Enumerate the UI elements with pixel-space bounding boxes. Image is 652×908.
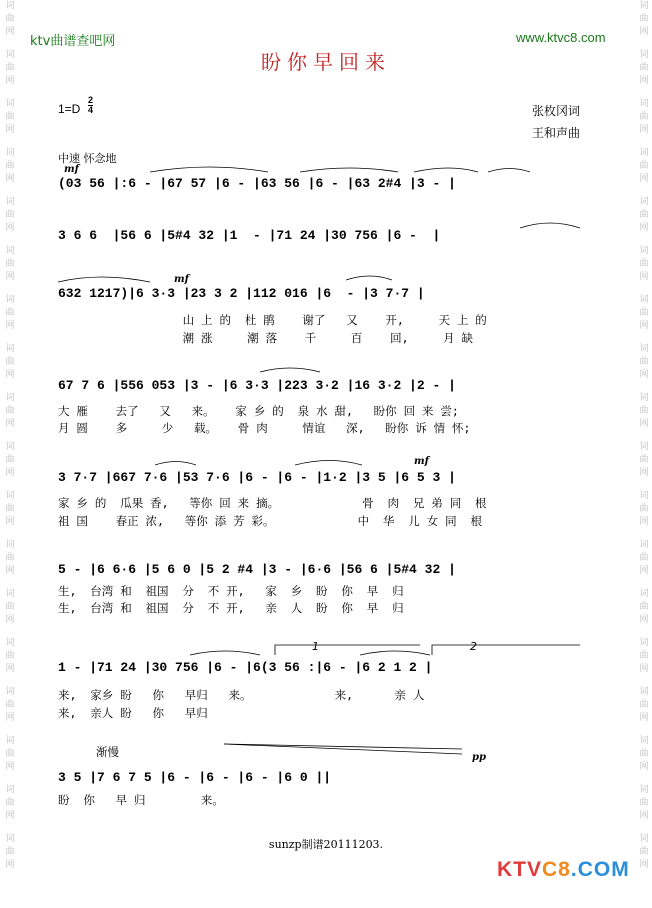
dynamic-mf: mf [414, 456, 429, 467]
lyric-line: 生, 台湾 和 祖国 分 不 开, 家 乡 盼 你 早 归 [58, 584, 404, 598]
notation-line: 3 6 6 |56 6 |5#4 32 |1 - |71 24 |30 756 |6 - | [58, 228, 441, 243]
lyric-line: 生, 台湾 和 祖国 分 不 开, 亲 人 盼 你 早 归 [58, 601, 404, 615]
key-signature: 1=D [58, 102, 81, 116]
notation-line: 1 - |71 24 |30 756 |6 - |6(3 56 :|6 - |6 2 1 2 | [58, 660, 433, 675]
notation-line: 5 - |6 6·6 |5 6 0 |5 2 #4 |3 - |6·6 |56 6 |5#4 32 | [58, 562, 456, 577]
lyricist: 张枚冈词 [532, 104, 581, 118]
lyric-line: 山 上 的 杜 鹃 谢了 又 开, 天 上 的 [58, 313, 487, 327]
logo-part: KTV [497, 858, 542, 881]
tempo-marking: 中速 怀念地 [58, 152, 117, 165]
lyric-line: 盼 你 早 归 来。 [58, 793, 224, 807]
notation-line: 3 7·7 |667 7·6 |53 7·6 |6 - |6 - |1·2 |3 5 |6 5 3 | [58, 470, 456, 485]
transcriber-credit: sunzp制谱20111203. [268, 838, 384, 851]
volta-1: 1 [312, 640, 319, 653]
expression-marking: 渐慢 [96, 745, 119, 759]
time-signature-top: 2 [88, 95, 94, 105]
volta-2: 2 [470, 640, 477, 653]
site-logo[interactable] [497, 858, 630, 882]
lyric-line: 潮 涨 潮 落 千 百 回, 月 缺 [58, 331, 474, 345]
time-signature-bottom: 4 [88, 105, 94, 115]
notation-line: (03 56 |:6 - |67 57 |6 - |63 56 |6 - |63 2#4 |3 - | [58, 176, 456, 191]
site-name[interactable]: ktv曲谱查吧网 [30, 34, 116, 49]
right-watermark: 词 曲 网 词 曲 网 词 曲 网 词 曲 网 词 曲 网 词 曲 网 词 曲 网 词 曲 网 词 曲 网 词 曲 网 词 曲 网 词 曲 网 词 曲 网 词 曲 网 词 曲 网 词 曲 网 词 曲 网 词 曲 网 [639, 1, 649, 870]
lyric-line: 家 乡 的 瓜果 香, 等你 回 来 摘。 骨 肉 兄 弟 同 根 [58, 496, 487, 510]
lyric-line: 来, 亲人 盼 你 早归 [58, 706, 208, 720]
left-watermark: 词 曲 网 词 曲 网 词 曲 网 词 曲 网 词 曲 网 词 曲 网 词 曲 网 词 曲 网 词 曲 网 词 曲 网 词 曲 网 词 曲 网 词 曲 网 词 曲 网 词 曲 网 词 曲 网 词 曲 网 词 曲 网 [5, 1, 15, 870]
lyric-line: 大 雁 去了 又 来。 家 乡 的 泉 水 甜, 盼你 回 来 尝; [58, 404, 459, 418]
notation-line: 67 7 6 |556 053 |3 - |6 3·3 |223 3·2 |16 3·2 |2 - | [58, 378, 456, 393]
dynamic-mf: mf [64, 164, 79, 175]
composer: 王和声曲 [532, 126, 581, 140]
dynamic-pp: pp [472, 752, 486, 763]
lyric-line: 来, 家乡 盼 你 早归 来。 来, 亲 人 [58, 688, 425, 702]
notation-line: 632 1217)|6 3·3 |23 3 2 |112 016 |6 - |3 7·7 | [58, 286, 425, 301]
song-title: 盼你早回来 [261, 50, 391, 74]
lyric-line: 月 圆 多 少 载。 骨 肉 情谊 深, 盼你 诉 情 怀; [58, 421, 471, 435]
lyric-line: 祖 国 春正 浓, 等你 添 芳 彩。 中 华 儿 女 同 根 [58, 514, 482, 528]
notation-line: 3 5 |7 6 7 5 |6 - |6 - |6 - |6 0 || [58, 770, 332, 785]
dynamic-mf: mf [174, 274, 189, 285]
logo-part: .COM [570, 858, 630, 881]
site-url[interactable]: www.ktvc8.com [516, 30, 606, 45]
logo-part: C8 [542, 858, 571, 881]
